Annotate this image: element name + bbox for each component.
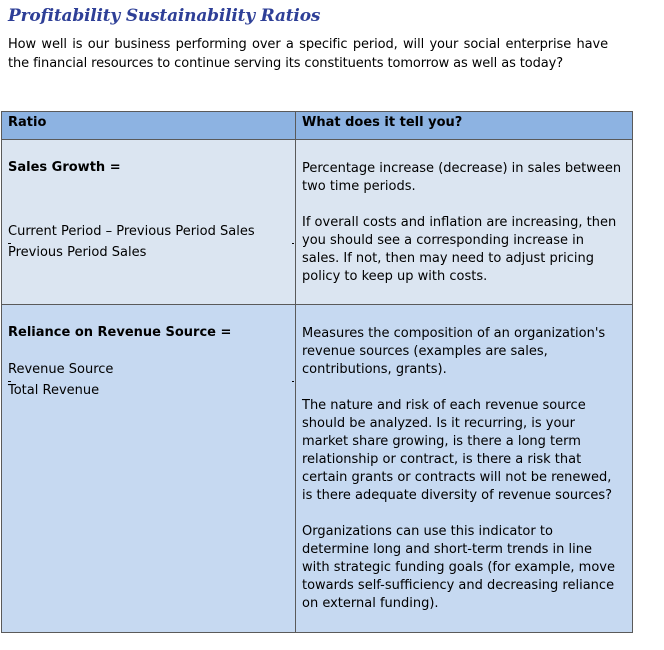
ratio-cell [2, 305, 296, 632]
header-ratio: Ratio [2, 112, 296, 139]
fraction-bar-end [292, 381, 294, 382]
description-paragraph: The nature and risk of each revenue source should be analyzed. Is it recurring, is your market share growing, is there a long term relationship or contract, is there a risk that certain grants or contracts will not be renewed, is there adequate diversity of revenue sources? [302, 398, 613, 503]
ratio-name: Reliance on Revenue Source = [8, 325, 232, 340]
table-row [2, 304, 632, 632]
description-paragraph: Percentage increase (decrease) in sales between two time periods. [302, 161, 622, 194]
header-what-does-it-tell: What does it tell you? [302, 115, 463, 130]
table-header-row [2, 112, 632, 139]
description-paragraph: Organizations can use this indicator to determine long and short-term trends in line with strategic funding goals (for example, move towards self-sufficiency and decreasing reliance on external funding). [302, 524, 615, 611]
ratio-numerator: Revenue Source [8, 362, 114, 377]
description-cell [296, 305, 632, 632]
page-title: Profitability Sustainability Ratios [8, 6, 321, 26]
ratio-name: Sales Growth = [8, 160, 121, 175]
table-row [2, 139, 632, 304]
ratio-cell [2, 140, 296, 304]
fraction-bar-end [292, 243, 294, 244]
intro-paragraph: How well is our business performing over a specific period, will your social enterprise have the financial resources to continue serving its constituents tomorrow as well as today? [8, 37, 608, 71]
ratio-numerator: Current Period – Previous Period Sales [8, 224, 255, 239]
ratio-table [1, 111, 633, 633]
ratio-denominator: Previous Period Sales [8, 245, 147, 260]
ratio-denominator: Total Revenue [8, 383, 100, 398]
description-paragraph: If overall costs and inflation are increasing, then you should see a corresponding increase in sales. If not, then may need to adjust pricing policy to keep up with costs. [302, 215, 617, 284]
description-cell [296, 140, 632, 304]
description-paragraph: Measures the composition of an organization's revenue sources (examples are sales, contributions, grants). [302, 326, 606, 377]
